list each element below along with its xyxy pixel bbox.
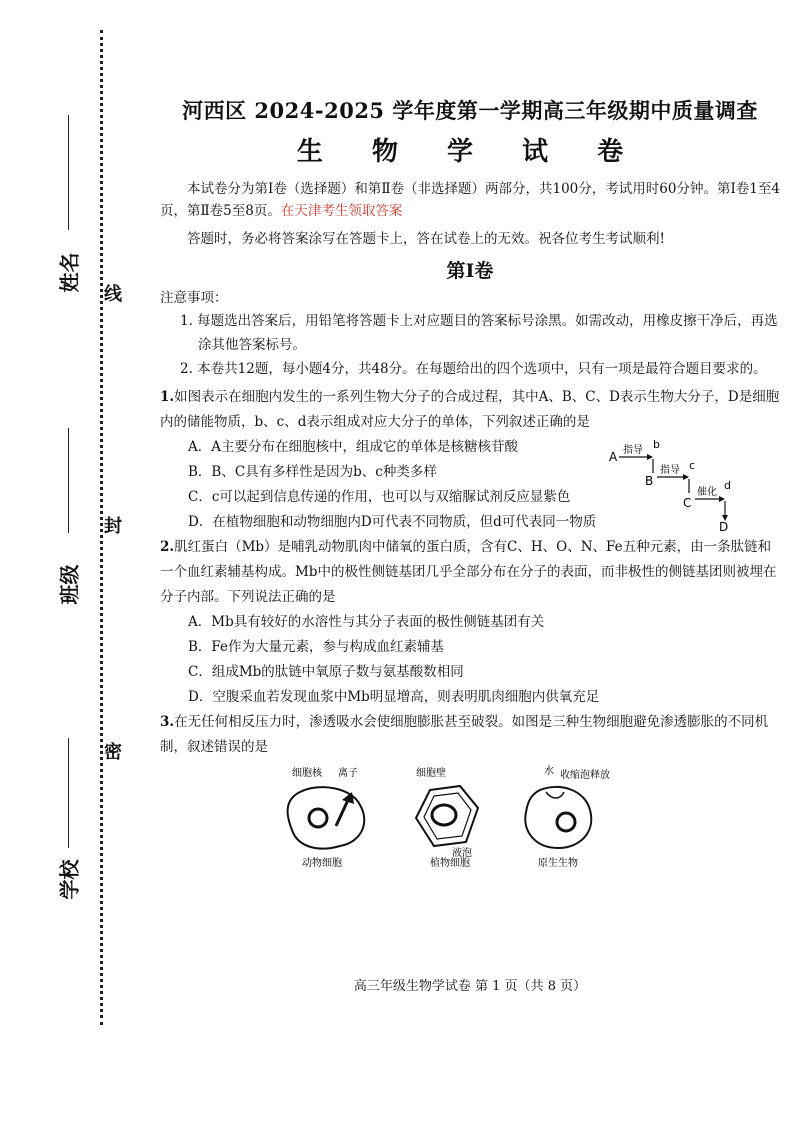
question-2-stem: 肌红蛋白（Mb）是哺乳动物肌肉中储氧的蛋白质，含有C、H、O、N、Fe五种元素，由一条肽链和一个血红素辅基构成。Mb中的极性侧链基团几乎全部分布在分子的表面，而非极性的侧链基团则被埋在分子内部。下列说法正确的是 [160, 539, 777, 605]
question-2-number: 2. [160, 539, 175, 555]
q1-option-d: D．在植物细胞和动物细胞内D可代表不同物质，但d可代表同一物质 [188, 514, 597, 530]
diagram-node-A: A [609, 450, 618, 464]
protist-nucleus [557, 813, 575, 831]
animal-cell-label: 动物细胞 [302, 858, 342, 869]
plant-cell-vacuole [432, 805, 456, 825]
diagram-node-c: c [689, 459, 696, 472]
question-1 [160, 385, 780, 435]
animal-cell-nucleus [309, 809, 327, 827]
school-blank-line [68, 738, 69, 848]
arrow-2-label: 指导 [660, 465, 680, 476]
class-blank-line [68, 428, 69, 533]
contractile-vacuole [546, 792, 564, 798]
name-blank-line [68, 115, 69, 230]
arrow-3-label: 催化 [697, 487, 717, 498]
q2-option-c: C．组成Mb的肽链中氧原子数与氨基酸数相同 [188, 664, 464, 680]
question-3 [160, 710, 780, 760]
vacuole-release-label: 收缩泡释放 [560, 770, 610, 781]
q1-option-a: A．A主要分布在细胞核中，组成它的单体是核糖核苷酸 [188, 439, 518, 455]
seal-char-mi: 密 [104, 738, 122, 764]
exam-subject: 生 物 学 试 卷 [296, 137, 644, 167]
diagram-node-d: d [724, 479, 731, 492]
plant-cell-label: 植物细胞 [430, 858, 470, 869]
q2-option-b: B．Fe作为大量元素，参与构成血红素辅基 [188, 639, 445, 655]
seal-char-line: 线 [104, 280, 122, 306]
q1-option-b: B．B、C具有多样性是因为b、c种类多样 [188, 464, 437, 480]
ion-label: 离子 [338, 768, 358, 779]
q2-option-a: A．Mb具有较好的水溶性与其分子表面的极性侧链基团有关 [188, 614, 545, 630]
diagram-node-D: D [719, 520, 729, 532]
intro-paragraph-2: 答题时，务必将答案涂写在答题卡上，答在试卷上的无效。祝各位考生考试顺利! [187, 231, 665, 247]
water-label: 水 [544, 766, 554, 777]
q2-option-d: D．空腹采血若发现血浆中Mb明显增高，则表明肌肉细胞内供氧充足 [188, 689, 600, 705]
q1-option-c: C．c可以起到信息传递的作用，也可以与双缩脲试剂反应显紫色 [188, 489, 571, 505]
exam-title: 河西区 2024-2025 学年度第一学期高三年级期中质量调查 [182, 98, 758, 123]
diagram-node-C: C [683, 496, 692, 510]
binding-dotted-line [100, 30, 103, 1025]
diagram-node-b: b [653, 438, 660, 451]
note-item-2: 2. 本卷共12题，每小题4分，共48分。在每题给出的四个选项中，只有一项是最符合题目要求的。 [180, 361, 767, 377]
main-content [160, 95, 780, 874]
note-item-1: 1. 每题选出答案后，用铅笔将答题卡上对应题目的答案标号涂黑。如需改动，用橡皮擦干净后，再选涂其他答案标号。 [180, 313, 778, 353]
name-label: 姓名 [57, 252, 82, 293]
notes-heading: 注意事项： [160, 290, 228, 306]
diagram-node-B: B [645, 474, 654, 488]
nucleus-label: 细胞核 [292, 768, 322, 779]
page-footer: 高三年级生物学试卷 第 1 页（共 8 页） [353, 979, 587, 994]
question-1-stem: 如图表示在细胞内发生的一系列生物大分子的合成过程，其中A、B、C、D表示生物大分子，D是细胞内的储能物质，b、c、d表示组成对应大分子的单体，下列叙述正确的是 [160, 389, 780, 430]
question-3-number: 3. [160, 714, 175, 730]
question-2 [160, 535, 780, 610]
intro-text: 本试卷分为第Ⅰ卷（选择题）和第Ⅱ卷（非选择题）两部分，共100分，考试用时60分钟。第Ⅰ卷1至4页，第Ⅱ卷5至8页。 [160, 181, 780, 219]
protist-label: 原生生物 [538, 858, 578, 869]
question-1-number: 1. [160, 389, 175, 405]
q1-synthesis-diagram [605, 437, 740, 532]
vacuole-label: 液泡 [452, 848, 472, 859]
arrow-1-label: 指导 [623, 445, 643, 456]
class-label: 班级 [57, 564, 82, 605]
ion-arrow [336, 800, 348, 826]
protist-figure [525, 764, 610, 869]
wall-label: 细胞壁 [416, 768, 446, 779]
seal-char-feng: 封 [104, 512, 122, 538]
question-3-stem: 在无任何相反压力时，渗透吸水会使细胞膨胀甚至破裂。如图是三种生物细胞避免渗透膨胀的不同机制，叙述错误的是 [160, 714, 769, 755]
intro-paragraph-1 [160, 178, 780, 222]
intro-red-note: 在天津考生领取答案 [280, 203, 403, 219]
arrow-head-1 [647, 454, 653, 460]
school-label: 学校 [57, 859, 82, 900]
plant-cell-figure [416, 766, 478, 869]
section-title: 第Ⅰ卷 [446, 260, 494, 282]
q3-cell-figure [160, 760, 780, 870]
animal-cell-figure [288, 766, 365, 869]
arrow-head-2 [683, 474, 689, 480]
question-1-options [160, 435, 780, 535]
arrow-head-3 [719, 496, 725, 502]
